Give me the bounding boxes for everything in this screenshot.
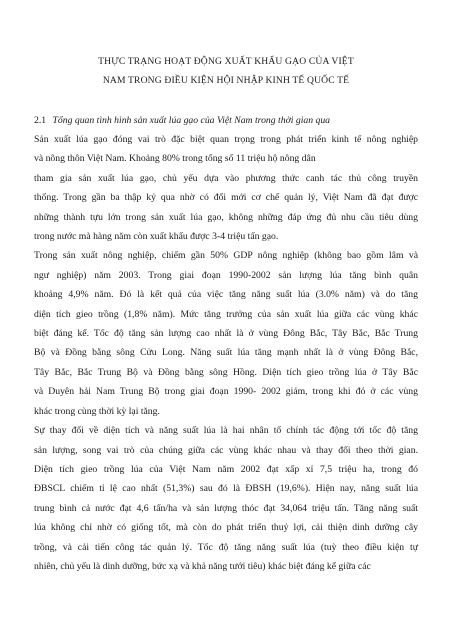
text-line: trung bình cả nước đạt 4,6 tấn/ha và sản lượng thóc đạt 34,064 triệu tấn. Tăng năng suất	[34, 502, 418, 514]
section-heading-text: Tổng quan tình hình sản xuất lúa gạo của Việt Nam trong thời gian qua	[52, 115, 331, 126]
text-line: Sản xuất lúa gạo đóng vai trò đặc biệt quan trọng trong phát triển kinh tế nông nghiệp	[34, 134, 418, 145]
text-line: Bộ và Đồng bằng sông Cửu Long. Năng suất lúa tăng mạnh nhất là ở vùng Đông Bắc,	[34, 347, 418, 359]
text-line: tham gia sản xuất lúa gạo, chủ yếu dựa vào phương thức canh tác thủ công truyền	[34, 172, 418, 184]
paragraph	[34, 130, 418, 169]
body-text	[34, 130, 418, 576]
paragraph	[34, 421, 418, 576]
text-line: trồng, và cải tiến công tác quản lý. Tốc độ tăng năng suất lúa (tuỳ theo điều kiện tự	[34, 541, 418, 553]
text-line: lúa không chỉ nhờ có giống tốt, mà còn do phát triển thuỷ lợi, cải thiện dinh dưỡng cây	[34, 522, 418, 534]
text-line: nhiên, chủ yếu là dinh dưỡng, bức xạ và khả năng tưới tiêu) khác biệt đáng kể giữa các	[34, 560, 371, 572]
title-line: THỰC TRẠNG HOẠT ĐỘNG XUẤT KHẨU GẠO CỦA VIỆT	[98, 56, 354, 67]
section-number: 2.1	[34, 115, 47, 126]
text-line: ngư nghiệp) năm 2003. Trong giai đoạn 1990-2002 sản lượng lúa tăng bình quân	[34, 269, 418, 281]
paragraph	[34, 246, 418, 421]
text-line: diện tích gieo trồng (1,8% năm). Mức tăng trưởng của sản xuất lúa giữa các vùng khác	[34, 308, 418, 320]
text-line: Diện tích gieo trồng lúa của Việt Nam năm 2002 đạt xấp xỉ 7,5 triệu ha, trong đó	[34, 463, 418, 475]
text-line: thống. Trong gần ba thập kỷ qua nhờ có đổi mới cơ chế quản lý, Việt Nam đã đạt được	[34, 192, 418, 204]
text-line: những thành tựu lớn trong sản xuất lúa gạo, không những đáp ứng đủ nhu cầu tiêu dùng	[34, 211, 418, 223]
paragraph	[34, 169, 418, 247]
document-title	[34, 52, 418, 90]
text-line: trong nước mà hàng năm còn xuất khẩu được 3-4 triệu tấn gạo.	[34, 231, 279, 243]
section-heading	[34, 112, 418, 130]
text-line: khác trong cùng thời kỳ lại tăng.	[34, 405, 160, 417]
text-line: ĐBSCL chiếm tỉ lệ cao nhất (51,3%) sau đó là ĐBSH (19,6%). Hiện nay, năng suất lúa	[34, 483, 418, 495]
text-line: và nông thôn Việt Nam. Khoảng 80% trong tổng số 11 triệu hộ nông dân	[34, 153, 316, 165]
text-line: Tây Bắc, Bắc Trung Bộ và Đồng bằng sông Hồng. Diện tích gieo trồng lúa ở Tây Bắc	[34, 366, 418, 378]
text-line: sản lượng, song vai trò của chúng giữa các vùng khác nhau và thay đổi theo thời gian.	[34, 444, 418, 456]
text-line: Trong sản xuất nông nghiệp, chiếm gần 50% GDP nông nghiệp (không bao gồm lâm và	[34, 250, 418, 262]
text-line: biệt đáng kể. Tốc độ tăng sản lượng cao nhất là ở vùng Đông Bắc, Tây Bắc, Bắc Trung	[34, 328, 418, 340]
text-line: khoảng 4,9% năm. Đó là kết quả của việc tăng năng suất lúa (3.0% năm) và do tăng	[34, 289, 418, 301]
text-line: Sự thay đổi về diện tích và năng suất lúa là hai nhân tố chính tác động tới tốc độ tăng	[34, 425, 418, 437]
title-line: NAM TRONG ĐIỀU KIỆN HỘI NHẬP KINH TẾ QUỐC TẾ	[102, 75, 350, 86]
text-line: và Duyên hải Nam Trung Bộ trong giai đoạn 1990- 2002 giảm, trong khi đó ở các vùng	[34, 386, 418, 398]
